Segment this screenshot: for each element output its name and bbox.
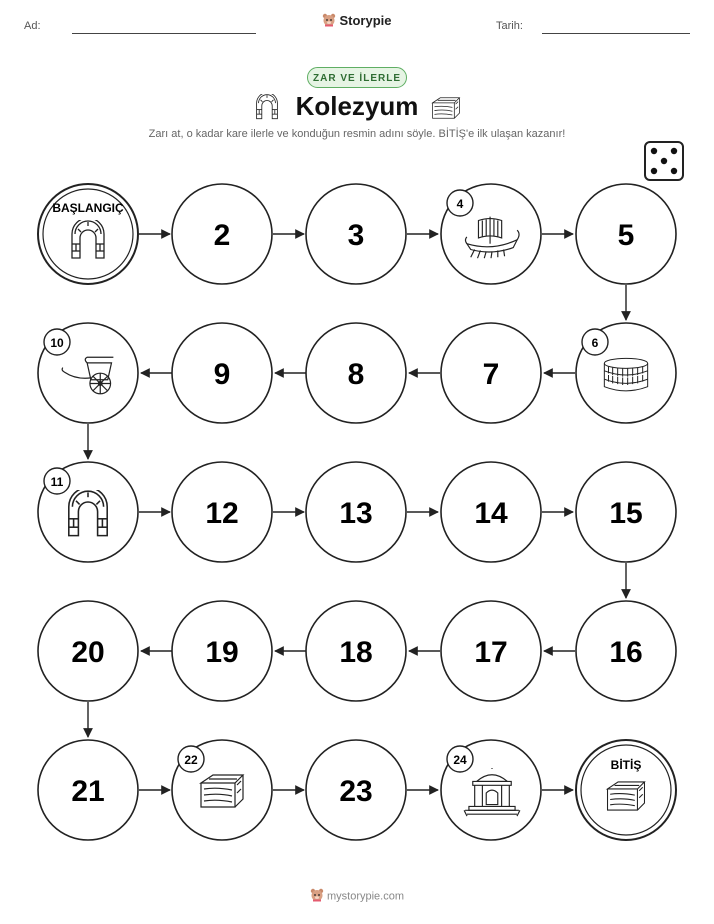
footer-url[interactable]: mystorypie.com: [326, 890, 405, 903]
square-number-badge: 4: [456, 197, 464, 211]
square-16[interactable]: [576, 601, 676, 701]
square-number: 17: [474, 636, 508, 669]
brand-name: Storypie: [339, 13, 392, 28]
square-20[interactable]: [38, 601, 138, 701]
board-squares: [38, 184, 676, 840]
title-arch-icon: [257, 93, 278, 119]
square-22[interactable]: [172, 740, 272, 840]
square-number: 8: [347, 358, 365, 391]
square-10[interactable]: [38, 323, 138, 423]
square-number: 13: [339, 497, 373, 530]
square-number-badge: 6: [591, 336, 599, 350]
square-number: 15: [609, 497, 643, 530]
square-number: 19: [205, 636, 239, 669]
square-number: 14: [474, 497, 508, 530]
activity-badge: ZAR VE İLERLE: [307, 67, 407, 88]
finish-label: BİTİŞ: [610, 758, 642, 772]
square-number-badge: 24: [453, 753, 467, 767]
square-number: 20: [71, 636, 105, 669]
square-number: 2: [213, 219, 231, 252]
name-label: Ad:: [24, 20, 41, 32]
square-11[interactable]: [38, 462, 138, 562]
square-start[interactable]: [38, 184, 138, 284]
square-number: 3: [347, 219, 365, 252]
square-number: 12: [205, 497, 239, 530]
square-number: 23: [339, 775, 373, 808]
title-stone-block-icon: [433, 98, 460, 118]
square-23[interactable]: [306, 740, 406, 840]
square-9[interactable]: [172, 323, 272, 423]
square-17[interactable]: [441, 601, 541, 701]
square-12[interactable]: [172, 462, 272, 562]
square-number: 5: [617, 219, 635, 252]
square-5[interactable]: [576, 184, 676, 284]
square-number: 18: [339, 636, 373, 669]
square-15[interactable]: [576, 462, 676, 562]
square-19[interactable]: [172, 601, 272, 701]
square-4[interactable]: [441, 184, 541, 284]
square-number: 7: [482, 358, 500, 391]
square-finish[interactable]: [576, 740, 676, 840]
square-24[interactable]: [441, 740, 541, 840]
square-number-badge: 10: [50, 336, 64, 350]
dice-five-icon: [645, 142, 683, 180]
square-6[interactable]: [576, 323, 676, 423]
square-number-badge: 22: [184, 753, 198, 767]
square-number: 21: [71, 775, 105, 808]
square-2[interactable]: [172, 184, 272, 284]
square-number-badge: 11: [50, 475, 64, 489]
footer: [0, 888, 714, 905]
square-21[interactable]: [38, 740, 138, 840]
square-number: 16: [609, 636, 643, 669]
square-18[interactable]: [306, 601, 406, 701]
square-number: 9: [213, 358, 231, 391]
square-8[interactable]: [306, 323, 406, 423]
square-14[interactable]: [441, 462, 541, 562]
page-title: Kolezyum: [295, 91, 419, 121]
square-13[interactable]: [306, 462, 406, 562]
instructions: Zarı at, o kadar kare ilerle ve konduğun resmin adını söyle. BİTİŞ'e ilk ulaşan kazanır!: [148, 128, 566, 140]
date-label: Tarih:: [496, 20, 523, 32]
square-3[interactable]: [306, 184, 406, 284]
bear-logo-icon: [310, 888, 324, 905]
start-label: BAŞLANGIÇ: [52, 201, 124, 215]
square-7[interactable]: [441, 323, 541, 423]
